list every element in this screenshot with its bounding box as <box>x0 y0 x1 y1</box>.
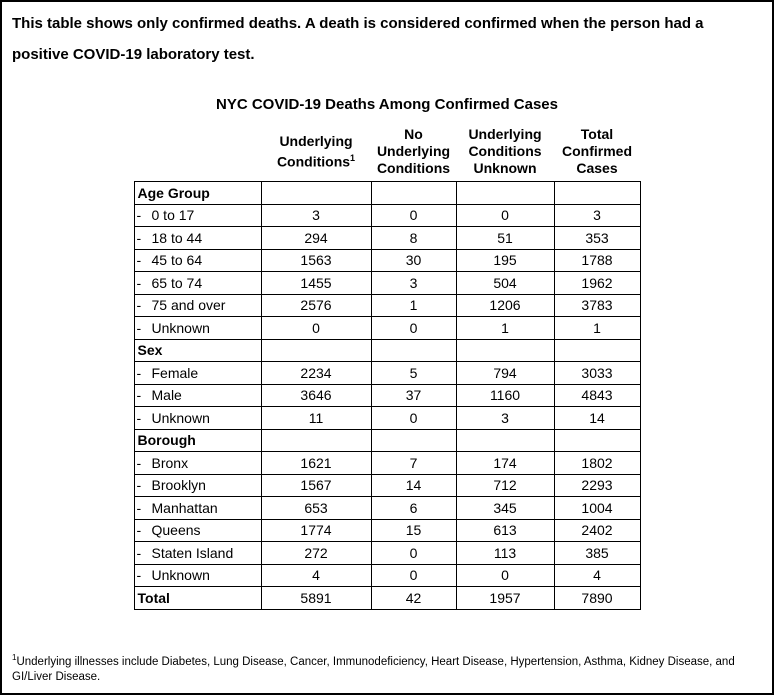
row-value: 174 <box>456 452 554 475</box>
covid-deaths-table <box>134 126 641 610</box>
row-dash: - <box>136 364 142 381</box>
row-value: 3646 <box>261 384 371 407</box>
table-row <box>134 474 640 497</box>
row-value: 385 <box>554 542 640 565</box>
row-label: 75 and over <box>151 297 226 314</box>
row-label-cell <box>134 542 261 565</box>
table-title: NYC COVID-19 Deaths Among Confirmed Cases <box>215 96 558 113</box>
row-value: 14 <box>371 474 456 497</box>
row-value: 1621 <box>261 452 371 475</box>
row-value <box>371 339 456 362</box>
row-value: 0 <box>371 204 456 227</box>
row-value: 113 <box>456 542 554 565</box>
row-label-cell <box>134 339 261 362</box>
table-row <box>134 497 640 520</box>
row-label-column-header <box>134 126 261 182</box>
table-row <box>134 249 640 272</box>
row-value: 345 <box>456 497 554 520</box>
row-label: 65 to 74 <box>151 274 203 291</box>
row-label: Female <box>151 364 199 381</box>
column-header-no-underlying-conditions: No Underlying Conditions <box>376 126 451 176</box>
footnote-marker: 1 <box>12 652 17 662</box>
row-value: 353 <box>554 227 640 250</box>
row-dash: - <box>136 207 142 224</box>
row-value: 15 <box>371 519 456 542</box>
row-label: Age Group <box>137 184 210 201</box>
row-value <box>261 429 371 452</box>
row-label: 18 to 44 <box>151 229 203 246</box>
row-value: 7 <box>371 452 456 475</box>
row-label: Unknown <box>151 319 210 336</box>
row-value: 4843 <box>554 384 640 407</box>
row-value: 1206 <box>456 294 554 317</box>
row-value <box>261 339 371 362</box>
row-label-cell <box>134 317 261 340</box>
row-label-cell <box>134 519 261 542</box>
row-value: 3783 <box>554 294 640 317</box>
row-label-cell <box>134 564 261 587</box>
row-label: Sex <box>137 342 163 359</box>
row-value: 272 <box>261 542 371 565</box>
table-row <box>134 542 640 565</box>
column-header-underlying-conditions <box>261 126 371 182</box>
row-value: 11 <box>261 407 371 430</box>
footnote <box>12 650 762 686</box>
row-label-cell <box>134 182 261 205</box>
row-value <box>456 339 554 362</box>
row-value: 1957 <box>456 587 554 610</box>
table-row <box>134 384 640 407</box>
row-value: 3 <box>456 407 554 430</box>
table-row <box>134 587 640 610</box>
table-body <box>134 182 640 610</box>
row-value: 0 <box>261 317 371 340</box>
row-label-cell <box>134 497 261 520</box>
row-dash: - <box>136 454 142 471</box>
row-label: Bronx <box>151 454 189 471</box>
row-dash: - <box>136 319 142 336</box>
table-row <box>134 294 640 317</box>
row-label: Unknown <box>151 409 210 426</box>
row-value: 7890 <box>554 587 640 610</box>
row-value: 794 <box>456 362 554 385</box>
row-label-cell <box>134 272 261 295</box>
row-value: 2576 <box>261 294 371 317</box>
row-label-cell <box>134 429 261 452</box>
row-label-cell <box>134 362 261 385</box>
table-row <box>134 519 640 542</box>
row-label-cell <box>134 227 261 250</box>
row-value: 0 <box>371 542 456 565</box>
row-value: 3033 <box>554 362 640 385</box>
row-value: 613 <box>456 519 554 542</box>
column-header-underlying-conditions-unknown: Underlying Conditions Unknown <box>468 126 542 176</box>
row-label: Borough <box>137 432 196 449</box>
row-label-cell <box>134 587 261 610</box>
row-value: 1 <box>456 317 554 340</box>
row-dash: - <box>136 522 142 539</box>
row-dash: - <box>136 252 142 269</box>
row-value: 8 <box>371 227 456 250</box>
row-dash: - <box>136 274 142 291</box>
row-dash: - <box>136 567 142 584</box>
row-value <box>261 182 371 205</box>
row-value <box>371 182 456 205</box>
table-row <box>134 339 640 362</box>
confirmed-deaths-note: This table shows only confirmed deaths. A death is considered confirmed when the person had a positive COVID-19 laboratory test. <box>12 15 704 63</box>
row-dash: - <box>136 499 142 516</box>
row-value: 195 <box>456 249 554 272</box>
table-row <box>134 182 640 205</box>
row-label: Brooklyn <box>151 477 206 494</box>
table-row <box>134 272 640 295</box>
row-value <box>554 339 640 362</box>
row-value <box>371 429 456 452</box>
row-label-cell <box>134 249 261 272</box>
row-value: 6 <box>371 497 456 520</box>
row-value: 1802 <box>554 452 640 475</box>
row-value: 1160 <box>456 384 554 407</box>
row-label: 45 to 64 <box>151 252 203 269</box>
row-value: 3 <box>554 204 640 227</box>
row-value <box>456 429 554 452</box>
row-label: Unknown <box>151 567 210 584</box>
row-value: 504 <box>456 272 554 295</box>
row-value <box>554 429 640 452</box>
table-row <box>134 362 640 385</box>
footnote-marker-superscript: 1 <box>350 152 356 163</box>
row-label: Male <box>151 387 182 404</box>
row-value: 2402 <box>554 519 640 542</box>
row-value: 3 <box>261 204 371 227</box>
row-value: 4 <box>261 564 371 587</box>
footnote-text: Underlying illnesses include Diabetes, Lung Disease, Cancer, Immunodeficiency, Heart Disease, Hypertension, Asthma, Kidney Disease, and GI/Liver Disease. <box>12 655 735 684</box>
table-row <box>134 429 640 452</box>
row-value: 1962 <box>554 272 640 295</box>
row-value: 0 <box>456 204 554 227</box>
row-label: Queens <box>151 522 201 539</box>
row-value: 712 <box>456 474 554 497</box>
row-value: 5 <box>371 362 456 385</box>
row-value: 2234 <box>261 362 371 385</box>
row-value <box>456 182 554 205</box>
row-value: 0 <box>456 564 554 587</box>
row-value: 1 <box>371 294 456 317</box>
row-value: 1563 <box>261 249 371 272</box>
row-value: 0 <box>371 317 456 340</box>
row-value: 2293 <box>554 474 640 497</box>
row-label: Staten Island <box>151 544 234 561</box>
table-row <box>134 407 640 430</box>
row-dash: - <box>136 477 142 494</box>
row-dash: - <box>136 387 142 404</box>
table-header-row <box>134 126 640 182</box>
row-value: 4 <box>554 564 640 587</box>
row-dash: - <box>136 544 142 561</box>
row-value: 3 <box>371 272 456 295</box>
row-value: 51 <box>456 227 554 250</box>
row-value: 1455 <box>261 272 371 295</box>
row-dash: - <box>136 297 142 314</box>
row-value: 37 <box>371 384 456 407</box>
row-value: 0 <box>371 564 456 587</box>
table-row <box>134 564 640 587</box>
row-label: Total <box>137 589 170 606</box>
table-row <box>134 452 640 475</box>
column-header-underlying-conditions-label: Underlying Conditions <box>276 132 353 170</box>
row-value: 1004 <box>554 497 640 520</box>
row-label-cell <box>134 384 261 407</box>
row-label-cell <box>134 452 261 475</box>
row-label-cell <box>134 294 261 317</box>
row-dash: - <box>136 229 142 246</box>
table-row <box>134 227 640 250</box>
row-value <box>554 182 640 205</box>
table-row <box>134 204 640 227</box>
row-value: 653 <box>261 497 371 520</box>
row-value: 1788 <box>554 249 640 272</box>
row-value: 0 <box>371 407 456 430</box>
row-value: 14 <box>554 407 640 430</box>
row-value: 294 <box>261 227 371 250</box>
row-label-cell <box>134 204 261 227</box>
row-value: 1774 <box>261 519 371 542</box>
row-dash: - <box>136 409 142 426</box>
row-label: Manhattan <box>151 499 218 516</box>
row-label-cell <box>134 474 261 497</box>
row-value: 1 <box>554 317 640 340</box>
row-value: 30 <box>371 249 456 272</box>
row-value: 42 <box>371 587 456 610</box>
table-row <box>134 317 640 340</box>
row-label: 0 to 17 <box>151 207 195 224</box>
row-label-cell <box>134 407 261 430</box>
row-value: 5891 <box>261 587 371 610</box>
row-value: 1567 <box>261 474 371 497</box>
column-header-total-confirmed-cases: Total Confirmed Cases <box>562 126 632 176</box>
